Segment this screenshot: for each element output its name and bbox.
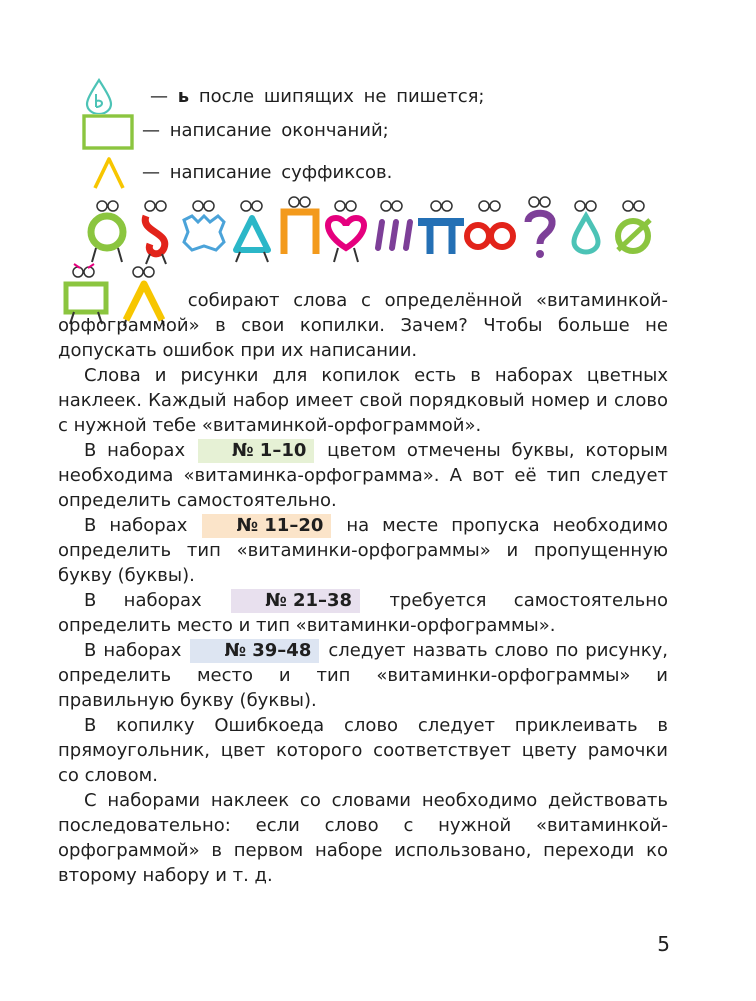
mascot-red-figure	[145, 201, 166, 264]
paragraph-sets-1-10: В наборах № 1–10 цветом отмечены буквы, которым необходима «витаминка-орфограмма». А вот её тип следует определить самостоятельно.	[58, 440, 668, 511]
mascot-green-slash	[618, 201, 650, 251]
set-range-badge-purple: № 21–38	[231, 589, 360, 613]
legend-text: — ь после шипящих не пишется;	[150, 86, 485, 107]
intro-paragraph: собирают слова с определённой «витаминкой- орфограммой» в свои копилки. Зачем? Чтобы больше не допускать ошибок при их написании.	[58, 284, 668, 363]
paragraph-sets: Слова и рисунки для копилок есть в наборах цветных наклеек. Каждый набор имеет свой порядковый номер и слово с нужной тебе «витаминкой-орфограммой».	[58, 365, 668, 436]
mascot-blue-frill	[184, 201, 224, 250]
legend-row-suffixes	[0, 154, 756, 194]
mascot-magenta-heart	[328, 201, 364, 262]
page-number: 5	[657, 932, 670, 956]
caret-triangle-icon	[92, 156, 126, 190]
paragraph-sets-39-48: В наборах № 39–48 следует назвать слово по рисунку, определить место и тип «витаминки-орфограммы» и правильную букву (буквы).	[58, 640, 668, 711]
mascot-orange-arch	[284, 197, 316, 254]
soft-sign-drop-icon	[84, 78, 114, 114]
mascot-purple-question	[528, 197, 552, 258]
mascot-row-illustration	[80, 192, 680, 266]
set-range-badge-orange: № 11–20	[202, 514, 331, 538]
set-range-badge-green: № 1–10	[198, 439, 315, 463]
mascot-purple-comma	[378, 201, 410, 248]
set-range-badge-blue: № 39–48	[190, 639, 319, 663]
main-text	[58, 284, 668, 888]
legend-row-endings	[0, 112, 756, 152]
paragraph-piggy-bank: В копилку Ошибкоеда слово следует приклеивать в прямоугольник, цвет которого соответствует цвету рамочки со словом.	[58, 715, 668, 786]
mascot-teal-drop	[574, 201, 598, 252]
intro-mascot-slot	[58, 284, 174, 306]
mascot-red-loops	[467, 201, 513, 247]
paragraph-sequence: С наборами наклеек со словами необходимо действовать последовательно: если слово с нужной «витаминкой-орфограммой» в первом наборе использовано, переходи ко второму набору и т. д.	[58, 790, 668, 886]
mascot-blue-bar	[418, 201, 464, 254]
green-rectangle-icon	[82, 114, 134, 150]
paragraph-sets-21-38: В наборах № 21–38 требуется самостоятельно определить место и тип «витаминки-орфограммы».	[58, 590, 668, 636]
paragraph-sets-11-20: В наборах № 11–20 на месте пропуска необходимо определить тип «витаминки-орфограммы» и пропущенную букву (буквы).	[58, 515, 668, 586]
mascot-green-circle	[91, 201, 123, 262]
legend-text: — написание суффиксов.	[142, 162, 393, 183]
legend-text: — написание окончаний;	[142, 120, 389, 141]
mascot-teal-triangle	[236, 201, 268, 262]
